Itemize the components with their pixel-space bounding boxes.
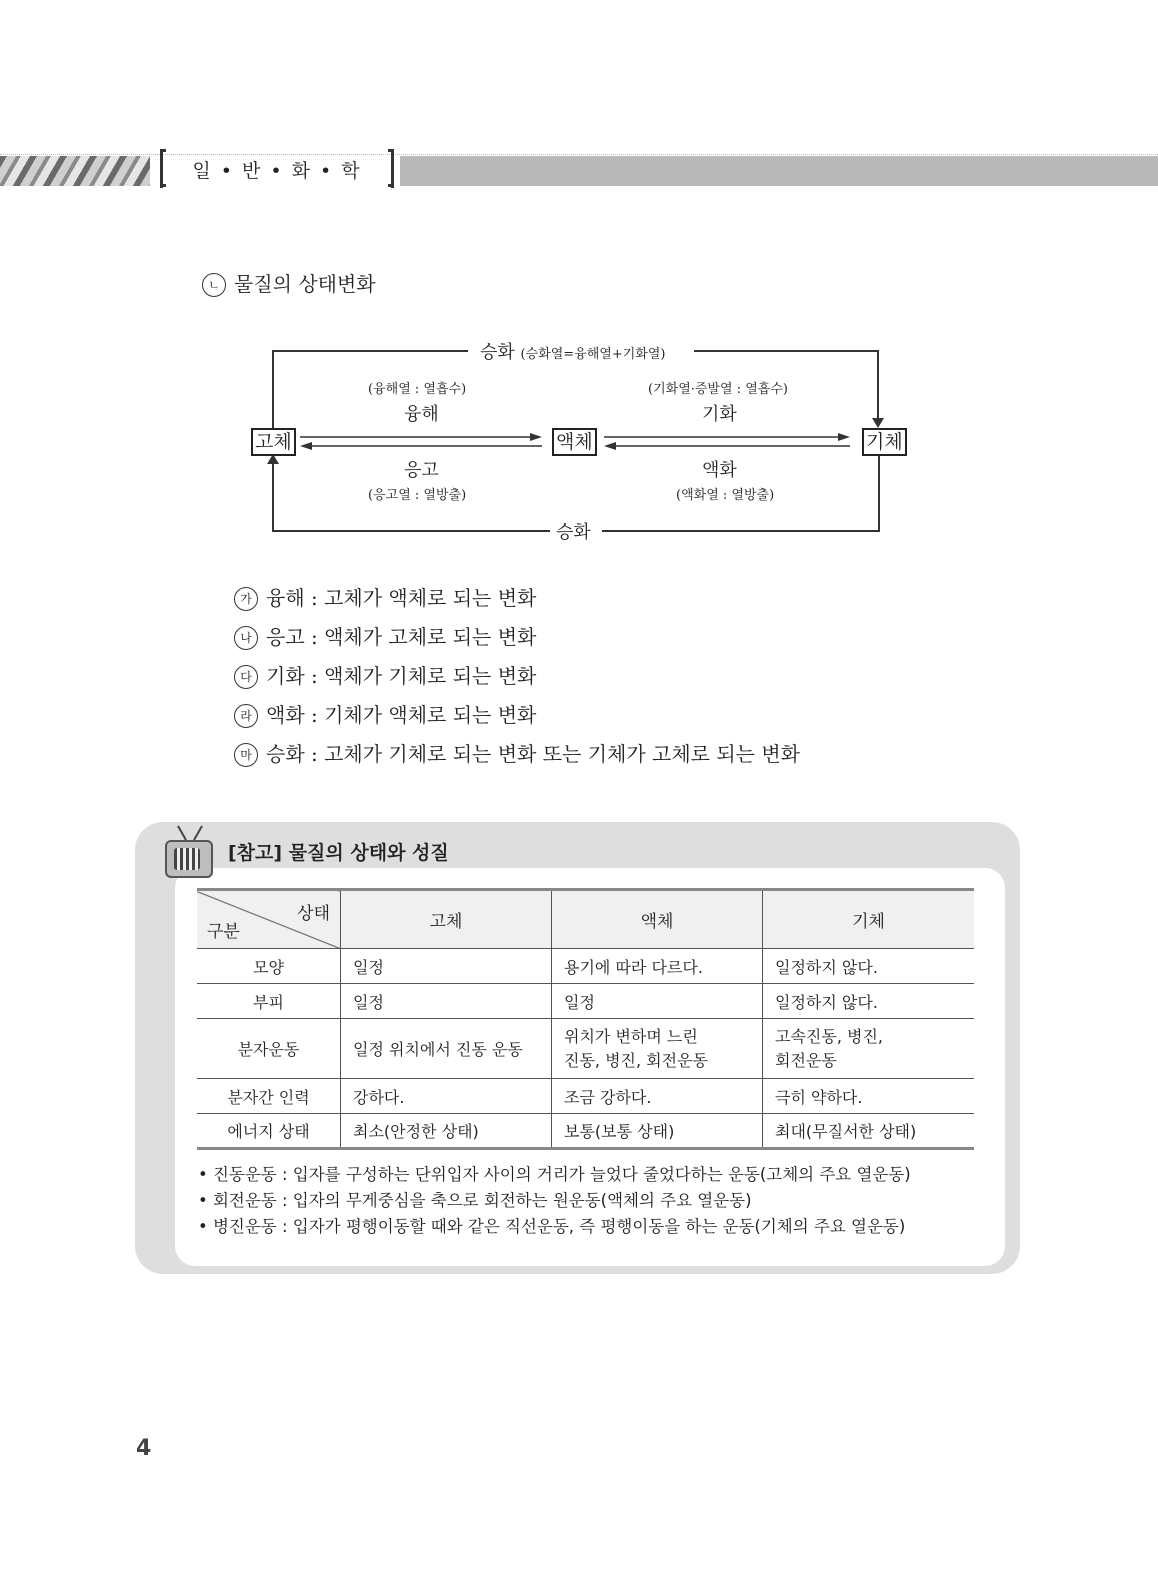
- table-cell: 일정하지 않다.: [763, 984, 975, 1019]
- top-sublimation-note: (승화열=융해열+기화열): [520, 347, 666, 362]
- row-header: 에너지 상태: [197, 1114, 341, 1149]
- table-cell: 조금 강하다.: [552, 1079, 763, 1114]
- table-cell: 강하다.: [341, 1079, 552, 1114]
- table-cell: 극히 약하다.: [763, 1079, 975, 1114]
- section-title: 물질의 상태변화: [234, 272, 376, 296]
- corner-label-category: 구분: [207, 922, 240, 942]
- row-header: 분자운동: [197, 1019, 341, 1079]
- item-marker: 가: [234, 587, 258, 611]
- melting-label: 융해: [404, 404, 439, 425]
- freezing-label: 응고: [404, 460, 439, 481]
- table-row: [197, 1019, 974, 1079]
- table-cell: 일정 위치에서 진동 운동: [341, 1019, 552, 1079]
- reference-notes: [198, 1162, 911, 1240]
- top-path-horizontal-right: [694, 350, 878, 352]
- top-path-right-vertical: [877, 350, 879, 422]
- bottom-sublimation-label: 승화: [556, 522, 591, 543]
- table-cell: 용기에 따라 다르다.: [552, 949, 763, 984]
- column-header: 기체: [763, 890, 975, 949]
- reference-title: [참고] 물질의 상태와 성질: [228, 842, 449, 864]
- note-item: • 진동운동 : 입자를 구성하는 단위입자 사이의 거리가 늘었다 줄었다하는 운동(고체의 주요 열운동): [198, 1165, 911, 1184]
- page-number: 4: [136, 1436, 152, 1461]
- vaporization-label: 기화: [702, 404, 737, 425]
- table-cell: 최대(무질서한 상태): [763, 1114, 975, 1149]
- melting-note: (융해열 : 열흡수): [368, 382, 467, 397]
- item-marker: 라: [234, 704, 258, 728]
- column-header: 액체: [552, 890, 763, 949]
- header-bar: [400, 156, 1158, 186]
- table-cell: 일정: [341, 984, 552, 1019]
- tv-antenna-icon: [170, 824, 210, 842]
- state-box-gas: 기체: [862, 428, 907, 456]
- table-cell: 최소(안정한 상태): [341, 1114, 552, 1149]
- table-cell: 위치가 변하며 느린 진동, 병진, 회전운동: [552, 1019, 763, 1079]
- top-path-left-vertical: [272, 350, 274, 430]
- table-row: [197, 1114, 974, 1149]
- arrowhead-down: [872, 418, 884, 428]
- row-header: 분자간 인력: [197, 1079, 341, 1114]
- definition-item: 가 융해 : 고체가 액체로 되는 변화: [234, 582, 800, 621]
- section-marker: ㄴ: [202, 273, 226, 297]
- top-path-horizontal-left: [272, 350, 468, 352]
- definition-item: 라 액화 : 기체가 액체로 되는 변화: [234, 699, 800, 738]
- table-cell: 보통(보통 상태): [552, 1114, 763, 1149]
- vaporization-condensation-arrows: [602, 432, 852, 452]
- tv-icon: [165, 840, 213, 878]
- table-row: [197, 984, 974, 1019]
- item-marker: 나: [234, 626, 258, 650]
- table-cell: 고속진동, 병진, 회전운동: [763, 1019, 975, 1079]
- running-header-title: 일 • 반 • 화 • 학: [160, 150, 394, 188]
- bottom-path-right-vertical: [878, 454, 880, 532]
- table-header-row: [197, 890, 974, 949]
- table-cell: 일정: [552, 984, 763, 1019]
- header-image: [0, 156, 150, 186]
- corner-label-state: 상태: [297, 904, 330, 924]
- freezing-note: (응고열 : 열방출): [368, 488, 467, 503]
- states-properties-table: [197, 888, 974, 1150]
- vaporization-note: (기화열·증발열 : 열흡수): [648, 382, 788, 397]
- table-cell: 일정하지 않다.: [763, 949, 975, 984]
- column-header: 고체: [341, 890, 552, 949]
- condensation-note: (액화열 : 열방출): [676, 488, 775, 503]
- row-header: 모양: [197, 949, 341, 984]
- note-item: • 병진운동 : 입자가 평행이동할 때와 같은 직선운동, 즉 평행이동을 하는 운동(기체의 주요 열운동): [198, 1217, 906, 1236]
- note-item: • 회전운동 : 입자의 무게중심을 축으로 회전하는 원운동(액체의 주요 열운동): [198, 1191, 752, 1210]
- definition-item: 나 응고 : 액체가 고체로 되는 변화: [234, 621, 800, 660]
- definition-list: [234, 582, 800, 777]
- definition-item: 마 승화 : 고체가 기체로 되는 변화 또는 기체가 고체로 되는 변화: [234, 738, 800, 777]
- top-sublimation-label: 승화 (승화열=융해열+기화열): [480, 342, 666, 363]
- item-marker: 마: [234, 743, 258, 767]
- bottom-path-horizontal-right: [602, 530, 880, 532]
- row-header: 부피: [197, 984, 341, 1019]
- item-marker: 다: [234, 665, 258, 689]
- state-box-liquid: 액체: [552, 428, 597, 456]
- state-box-solid: 고체: [251, 428, 296, 456]
- table-row: [197, 949, 974, 984]
- corner-header-cell: [197, 890, 341, 949]
- bottom-path-left-vertical: [272, 462, 274, 532]
- definition-item: 다 기화 : 액체가 기체로 되는 변화: [234, 660, 800, 699]
- bottom-path-horizontal-left: [272, 530, 550, 532]
- table-cell: 일정: [341, 949, 552, 984]
- section-heading: [202, 268, 376, 297]
- melting-freezing-arrows: [298, 432, 544, 452]
- condensation-label: 액화: [702, 460, 737, 481]
- table-row: [197, 1079, 974, 1114]
